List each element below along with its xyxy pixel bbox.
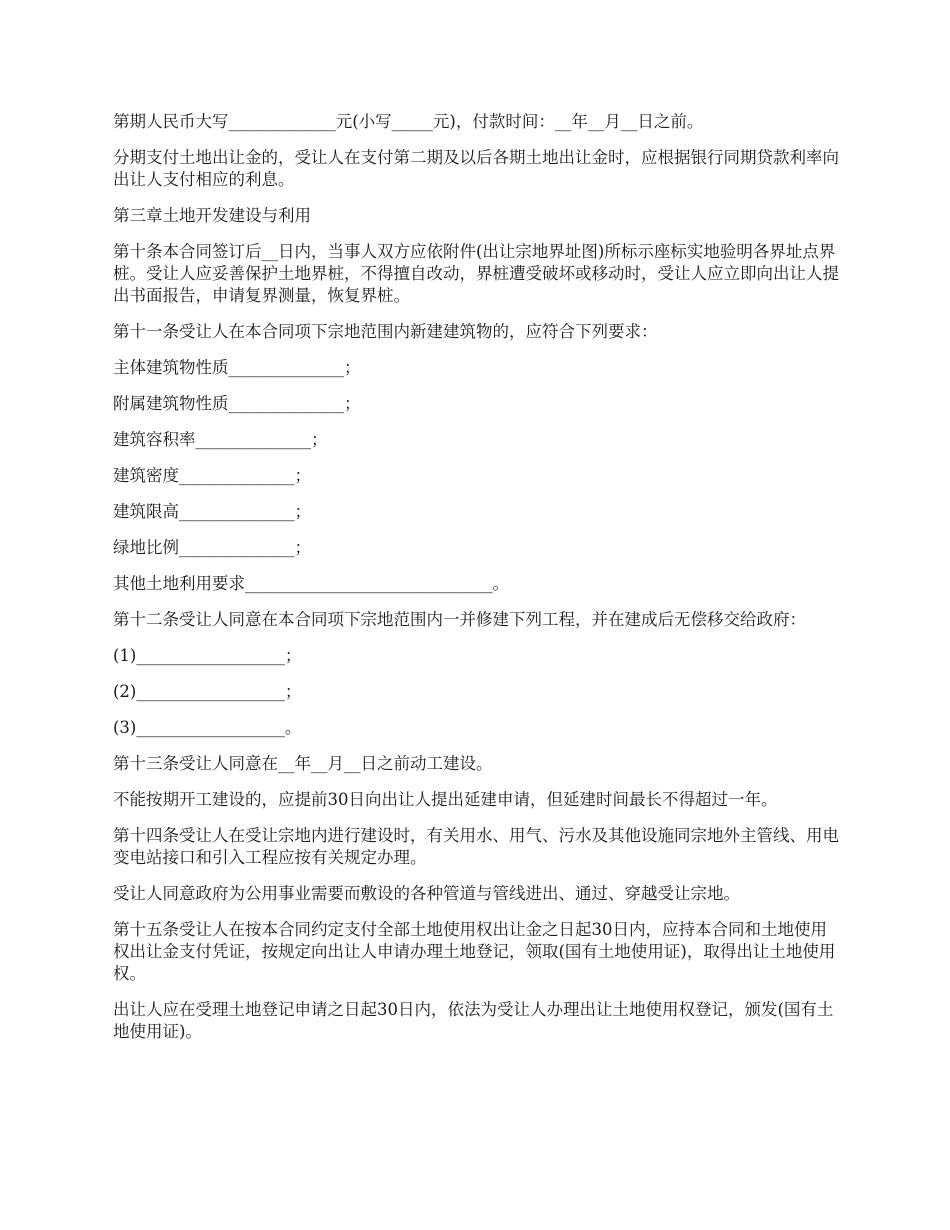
chapter-heading: 第三章土地开发建设与利用 [113, 206, 311, 225]
requirement-height-limit: 建筑限高______________； [113, 502, 311, 521]
requirement-green-ratio: 绿地比例______________； [113, 538, 311, 557]
requirement-building-density: 建筑密度______________； [113, 466, 311, 485]
paragraph-payment-installment: 第期人民币大写_____________元(小写_____元)，付款时间：__年__月__日之前。 [113, 112, 704, 131]
paragraph-public-utility: 受让人同意政府为公用事业需要而敷设的各种管道与管线进出、通过、穿越受让宗地。 [113, 884, 740, 903]
paragraph-article-14: 第十四条受让人在受让宗地内进行建设时，有关用水、用气、污水及其他设施同宗地外主管线、用电变电站接口和引入工程应按有关规定办理。 [113, 826, 839, 867]
paragraph-article-13: 第十三条受让人同意在__年__月__日之前动工建设。 [113, 754, 493, 773]
requirement-plot-ratio: 建筑容积率______________； [113, 430, 328, 449]
requirement-auxiliary-building: 附属建筑物性质______________； [113, 394, 361, 413]
requirement-main-building: 主体建筑物性质______________； [113, 358, 361, 377]
requirement-other-use: 其他土地利用要求______________________________。 [113, 574, 509, 593]
document-body [113, 111, 843, 1057]
paragraph-delay-application: 不能按期开工建设的，应提前30日向出让人提出延建申请，但延建时间最长不得超过一年。 [113, 790, 778, 809]
paragraph-registration: 出让人应在受理土地登记申请之日起30日内，依法为受让人办理出让土地使用权登记，颁发(国有土地使用证)。 [113, 1000, 834, 1041]
paragraph-installment-interest: 分期支付土地出让金的，受让人在支付第二期及以后各期土地出让金时，应根据银行同期贷款利率向出让人支付相应的利息。 [113, 148, 839, 189]
list-item-3: (3)__________________。 [113, 718, 302, 737]
paragraph-article-10: 第十条本合同签订后__日内，当事人双方应依附件(出让宗地界址图)所标示座标实地验明各界址点界桩。受让人应妥善保护土地界桩，不得擅自改动，界桩遭受破坏或移动时，受让人应立即向出让人提出书面报告，申请复界测量，恢复界桩。 [113, 242, 839, 305]
paragraph-article-12: 第十二条受让人同意在本合同项下宗地范围内一并修建下列工程，并在建成后无偿移交给政府： [113, 610, 806, 629]
list-item-1: (1)__________________； [113, 646, 302, 665]
paragraph-article-15: 第十五条受让人在按本合同约定支付全部土地使用权出让金之日起30日内，应持本合同和土地使用权出让金支付凭证，按规定向出让人申请办理土地登记，领取(国有土地使用证)，取得出让土地使用权。 [113, 920, 836, 983]
list-item-2: (2)__________________； [113, 682, 302, 701]
paragraph-article-11: 第十一条受让人在本合同项下宗地范围内新建建筑物的，应符合下列要求： [113, 322, 658, 341]
